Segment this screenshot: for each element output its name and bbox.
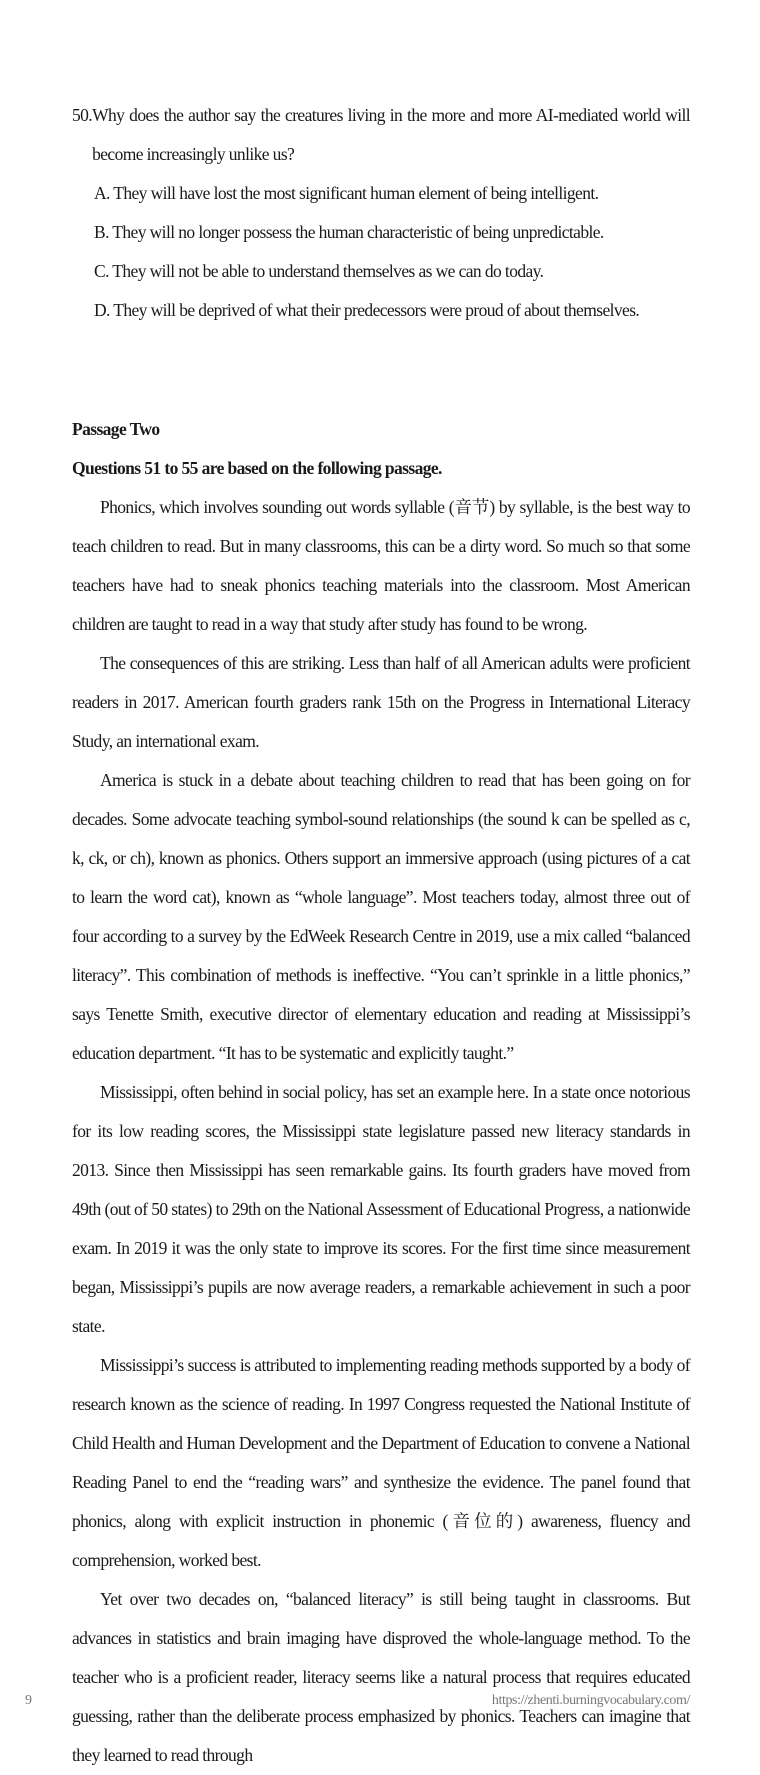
question-text: Why does the author say the creatures living in the more and more AI-mediated world will become increasingly unlike us?	[92, 105, 690, 164]
footer-url[interactable]: https://zhenti.burningvocabulary.com/	[491, 1693, 690, 1708]
page-number: 9	[25, 1693, 32, 1708]
question-stem	[72, 96, 690, 174]
passage-paragraph-1: Phonics, which involves sounding out words syllable (音节) by syllable, is the best way to teach children to read. But in many classrooms, this can be a dirty word. So much so that some teachers have had to sneak phonics teaching materials into the classroom. Most American children are taught to read in a way that study after study has found to be wrong.	[72, 497, 690, 634]
option-a[interactable]: A. They will have lost the most significant human element of being intelligent.	[94, 183, 599, 203]
passage-paragraph-4: Mississippi, often behind in social policy, has set an example here. In a state once notorious for its low reading scores, the Mississippi state legislature passed new literacy standards in 2013. Since then Mississippi has seen remarkable gains. Its fourth graders have moved from 49th (out of 50 states) to 29th on the National Assessment of Educational Progress, a nationwide exam. In 2019 it was the only state to improve its scores. For the first time since measurement began, Mississippi’s pupils are now average readers, a remarkable achievement in such a poor state.	[72, 1082, 690, 1336]
page-content	[72, 96, 690, 1775]
section-spacer	[72, 330, 690, 410]
passage-title: Passage Two	[72, 419, 160, 439]
option-b[interactable]: B. They will no longer possess the human characteristic of being unpredictable.	[94, 222, 604, 242]
passage-paragraph-5: Mississippi’s success is attributed to implementing reading methods supported by a body of research known as the science of reading. In 1997 Congress requested the National Institute of Child Health and Human Development and the Department of Education to convene a National Reading Panel to end the “reading wars” and synthesize the evidence. The panel found that phonics, along with explicit instruction in phonemic (音位的) awareness, fluency and comprehension, worked best.	[72, 1355, 690, 1570]
passage-paragraph-3: America is stuck in a debate about teaching children to read that has been going on for decades. Some advocate teaching symbol-sound relationships (the sound k can be spelled as c, k, ck, or ch), known as phonics. Others support an immersive approach (using pictures of a cat to learn the word cat), known as “whole language”. Most teachers today, almost three out of four according to a survey by the EdWeek Research Centre in 2019, use a mix called “balanced literacy”. This combination of methods is ineffective. “You can’t sprinkle in a little phonics,” says Tenette Smith, executive director of elementary education and reading at Mississippi’s education department. “It has to be systematic and explicitly taught.”	[72, 770, 690, 1063]
question-number: 50.	[72, 105, 93, 125]
option-c[interactable]: C. They will not be able to understand themselves as we can do today.	[94, 261, 544, 281]
passage-paragraph-2: The consequences of this are striking. Less than half of all American adults were proficient readers in 2017. American fourth graders rank 15th on the Progress in International Literacy Study, an international exam.	[72, 653, 690, 751]
passage-instruction: Questions 51 to 55 are based on the following passage.	[72, 458, 442, 478]
passage-paragraph-6: Yet over two decades on, “balanced literacy” is still being taught in classrooms. But advances in statistics and brain imaging have disproved the whole-language method. To the teacher who is a proficient reader, literacy seems like a natural process that requires educated guessing, rather than the deliberate process emphasized by phonics. Teachers can imagine that they learned to read through	[72, 1589, 690, 1765]
option-d[interactable]: D. They will be deprived of what their predecessors were proud of about themselves.	[94, 300, 640, 320]
